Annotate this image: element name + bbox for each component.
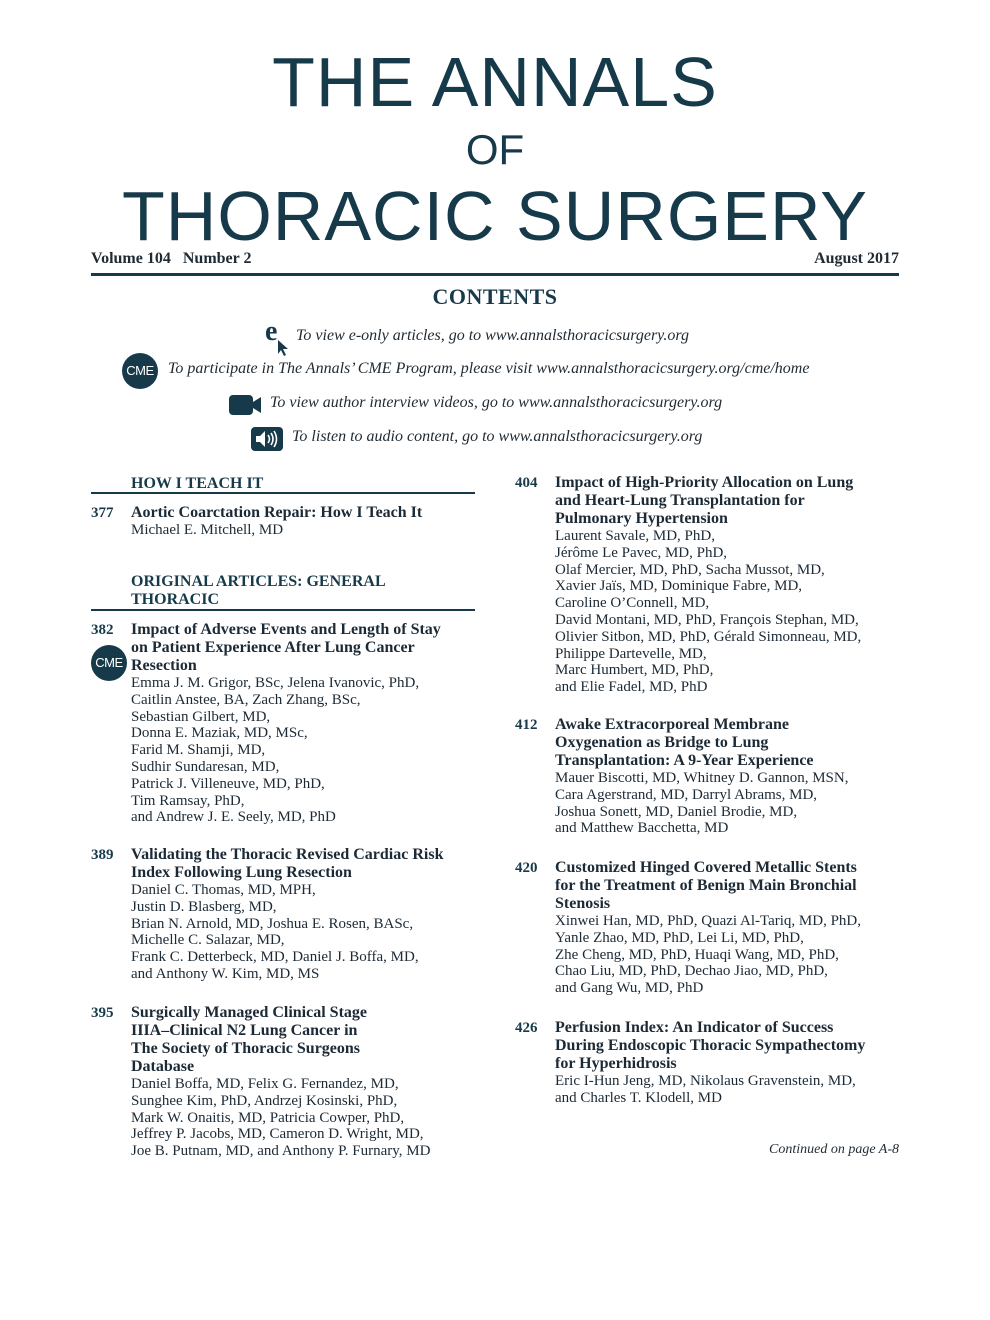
- article-title-line: Oxygenation as Bridge to Lung: [555, 734, 769, 751]
- article-title-line: Impact of High-Priority Allocation on Lung: [555, 474, 854, 491]
- masthead-line-1: THE ANNALS: [272, 43, 718, 121]
- article-author-line: and Elie Fadel, MD, PhD: [555, 679, 708, 696]
- section-how-i-teach-it: HOW I TEACH IT: [131, 475, 264, 492]
- article-author-line: and Andrew J. E. Seely, MD, PhD: [131, 809, 336, 826]
- article-author-line: Joshua Sonett, MD, Daniel Brodie, MD,: [555, 803, 798, 820]
- article-page-number: 412: [515, 717, 538, 733]
- article-title-line: Validating the Thoracic Revised Cardiac Risk: [131, 846, 444, 863]
- article-author-line: Xinwei Han, MD, PhD, Quazi Al-Tariq, MD, PhD,: [555, 913, 862, 929]
- article-title-line: Awake Extracorporeal Membrane: [555, 716, 790, 733]
- article-title-line: Impact of Adverse Events and Length of Stay: [131, 621, 441, 638]
- article-author-line: Farid M. Shamji, MD,: [131, 742, 266, 759]
- eonly-notice: To view e-only articles, go to www.annalsthoracicsurgery.org: [296, 327, 690, 344]
- article-page-number: 420: [515, 860, 538, 876]
- article-title-line: and Heart-Lung Transplantation for: [555, 492, 805, 509]
- article-title-line: Perfusion Index: An Indicator of Success: [555, 1019, 834, 1036]
- masthead-line-2: OF: [465, 126, 525, 173]
- article-title-line: The Society of Thoracic Surgeons: [131, 1040, 361, 1057]
- article-author-line: Michelle C. Salazar, MD,: [131, 932, 285, 949]
- article-title: Aortic Coarctation Repair: How I Teach It: [131, 504, 423, 521]
- article-author-line: Caroline O’Connell, MD,: [555, 595, 710, 612]
- video-camera-icon: [228, 393, 262, 417]
- contents-title: CONTENTS: [432, 284, 558, 309]
- article-entry[interactable]: [555, 474, 905, 696]
- svg-text:e: e: [265, 318, 278, 347]
- article-title-line: for the Treatment of Benign Main Bronchial: [555, 877, 857, 894]
- article-author-line: Sebastian Gilbert, MD,: [131, 708, 271, 725]
- article-page-number: 426: [515, 1020, 538, 1036]
- volume-number: Volume 104 Number 2: [91, 250, 252, 267]
- article-entry[interactable]: [555, 859, 905, 997]
- article-author-line: Olivier Sitbon, MD, PhD, Gérald Simonneau, MD,: [555, 628, 862, 645]
- e-only-icon: [262, 318, 292, 358]
- article-authors: Michael E. Mitchell, MD: [131, 522, 284, 538]
- article-author-line: Yanle Zhao, MD, PhD, Lei Li, MD, PhD,: [555, 929, 804, 946]
- article-author-line: Zhe Cheng, MD, PhD, Huaqi Wang, MD, PhD,: [555, 946, 839, 963]
- speaker-icon: [250, 426, 284, 452]
- video-notice: To view author interview videos, go to www.annalsthoracicsurgery.org: [270, 394, 723, 411]
- article-page-number: 377: [91, 505, 114, 521]
- article-title-line: Stenosis: [555, 895, 611, 912]
- article-title-line: Pulmonary Hypertension: [555, 510, 728, 527]
- cme-badge-icon: CME: [91, 645, 127, 681]
- article-author-line: Jérôme Le Pavec, MD, PhD,: [555, 544, 728, 561]
- article-entry[interactable]: [131, 1004, 481, 1160]
- article-author-line: Frank C. Detterbeck, MD, Daniel J. Boffa, MD,: [131, 949, 419, 966]
- article-title-line: During Endoscopic Thoracic Sympathectomy: [555, 1037, 866, 1054]
- article-page-number: 382: [91, 622, 114, 638]
- article-author-line: Sudhir Sundaresan, MD,: [131, 758, 280, 775]
- section-rule: [91, 609, 475, 611]
- article-title-line: Resection: [131, 657, 197, 674]
- article-author-line: Cara Agerstrand, MD, Darryl Abrams, MD,: [555, 786, 818, 803]
- article-author-line: Daniel C. Thomas, MD, MPH,: [131, 882, 316, 898]
- article-author-line: Jeffrey P. Jacobs, MD, Cameron D. Wright, MD,: [131, 1126, 424, 1143]
- article-author-line: Emma J. M. Grigor, BSc, Jelena Ivanovic, PhD,: [131, 675, 420, 691]
- article-entry[interactable]: [131, 504, 481, 539]
- article-author-line: David Montani, MD, PhD, François Stephan, MD,: [555, 611, 859, 628]
- article-author-line: Chao Liu, MD, PhD, Dechao Jiao, MD, PhD,: [555, 963, 828, 980]
- article-author-line: Caitlin Anstee, BA, Zach Zhang, BSc,: [131, 691, 361, 708]
- continued-note: Continued on page A-8: [768, 1142, 899, 1157]
- article-title-line: Database: [131, 1058, 195, 1075]
- article-author-line: and Anthony W. Kim, MD, MS: [131, 965, 320, 982]
- section-original-articles: ORIGINAL ARTICLES: GENERAL THORACIC: [131, 573, 386, 608]
- article-author-line: Donna E. Maziak, MD, MSc,: [131, 725, 308, 742]
- article-author-line: Olaf Mercier, MD, PhD, Sacha Mussot, MD,: [555, 561, 825, 578]
- article-title-line: IIIA–Clinical N2 Lung Cancer in: [131, 1022, 358, 1039]
- article-author-line: Tim Ramsay, PhD,: [131, 792, 245, 809]
- article-entry[interactable]: [131, 846, 481, 983]
- article-title-line: for Hyperhidrosis: [555, 1055, 677, 1072]
- article-author-line: Laurent Savale, MD, PhD,: [555, 528, 715, 544]
- article-page-number: 389: [91, 847, 114, 863]
- article-title-line: on Patient Experience After Lung Cancer: [131, 639, 415, 656]
- article-page-number: 404: [515, 475, 538, 491]
- article-author-line: and Matthew Bacchetta, MD: [555, 820, 729, 837]
- section-rule: [91, 492, 475, 494]
- article-entry[interactable]: [555, 1019, 905, 1107]
- article-page-number: 395: [91, 1005, 114, 1021]
- header-rule: [91, 273, 899, 276]
- article-author-line: Xavier Jaïs, MD, Dominique Fabre, MD,: [555, 578, 803, 595]
- article-entry[interactable]: [555, 716, 905, 837]
- article-title-line: Index Following Lung Resection: [131, 864, 352, 881]
- article-author-line: Philippe Dartevelle, MD,: [555, 645, 707, 662]
- article-author-line: and Gang Wu, MD, PhD: [555, 980, 704, 997]
- issue-date: August 2017: [814, 250, 899, 267]
- article-author-line: Marc Humbert, MD, PhD,: [555, 662, 714, 679]
- masthead-line-3: THORACIC SURGERY: [122, 177, 868, 255]
- article-author-line: and Charles T. Klodell, MD: [555, 1089, 722, 1106]
- article-author-line: Daniel Boffa, MD, Felix G. Fernandez, MD,: [131, 1076, 399, 1092]
- article-entry[interactable]: [131, 621, 481, 826]
- article-author-line: Joe B. Putnam, MD, and Anthony P. Furnary, MD: [131, 1143, 431, 1160]
- audio-notice: To listen to audio content, go to www.annalsthoracicsurgery.org: [292, 428, 703, 445]
- article-title-line: Customized Hinged Covered Metallic Stents: [555, 859, 857, 876]
- cme-notice: To participate in The Annals’ CME Program, please visit www.annalsthoracicsurgery.org/cme/home: [168, 360, 810, 377]
- article-author-line: Patrick J. Villeneuve, MD, PhD,: [131, 775, 325, 792]
- article-title-line: Transplantation: A 9-Year Experience: [555, 752, 814, 769]
- article-author-line: Brian N. Arnold, MD, Joshua E. Rosen, BASc,: [131, 915, 414, 932]
- article-author-line: Sunghee Kim, PhD, Andrzej Kosinski, PhD,: [131, 1092, 398, 1109]
- article-author-line: Eric I-Hun Jeng, MD, Nikolaus Gravenstein, MD,: [555, 1073, 856, 1089]
- cme-badge-icon: CME: [122, 353, 158, 389]
- article-author-line: Mark W. Onaitis, MD, Patricia Cowper, PhD,: [131, 1109, 405, 1126]
- article-author-line: Mauer Biscotti, MD, Whitney D. Gannon, MSN,: [555, 770, 849, 786]
- article-author-line: Justin D. Blasberg, MD,: [131, 898, 277, 915]
- article-title-line: Surgically Managed Clinical Stage: [131, 1004, 367, 1021]
